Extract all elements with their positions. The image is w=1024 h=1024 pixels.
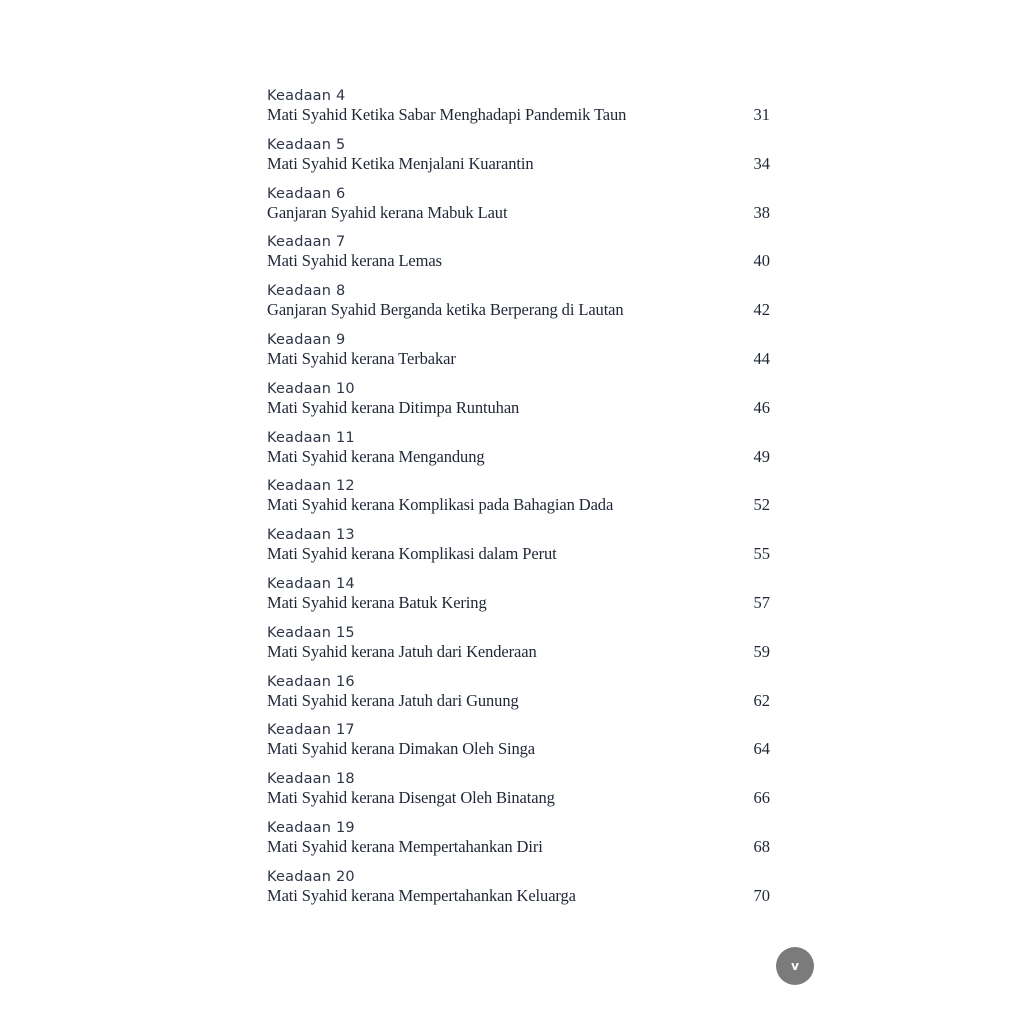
- toc-entry-label: Keadaan 5: [267, 136, 346, 153]
- toc-entry: [267, 332, 770, 381]
- toc-entry-label: Keadaan 9: [267, 331, 346, 348]
- toc-entry-title: Mati Syahid kerana Mempertahankan Keluarga: [267, 885, 576, 905]
- toc-entry-title: Mati Syahid Ketika Menjalani Kuarantin: [267, 153, 534, 173]
- toc-entry-label: Keadaan 13: [267, 527, 355, 544]
- toc-entry-label: Keadaan 18: [267, 771, 355, 788]
- toc-entry: [267, 869, 770, 918]
- toc-entry-title: Ganjaran Syahid kerana Mabuk Laut: [267, 202, 508, 222]
- toc-entry-label: Keadaan 19: [267, 819, 355, 836]
- toc-entry-page-number: 49: [753, 446, 770, 466]
- toc-entry-page-number: 46: [753, 397, 770, 417]
- toc-entry-page-number: 42: [753, 300, 770, 320]
- toc-entry-page-number: 31: [753, 105, 770, 124]
- toc-entry-label: Keadaan 12: [267, 478, 355, 495]
- table-of-contents: [267, 88, 770, 918]
- toc-entry-title: Mati Syahid kerana Ditimpa Runtuhan: [267, 397, 520, 417]
- toc-entry-label: Keadaan 10: [267, 380, 355, 397]
- toc-entry-label: Keadaan 17: [267, 722, 355, 739]
- toc-entry-title: Mati Syahid kerana Disengat Oleh Binatang: [267, 788, 555, 808]
- toc-entry-page-number: 44: [753, 348, 770, 368]
- toc-entry: [267, 576, 770, 625]
- toc-entry: [267, 430, 770, 479]
- toc-entry: [267, 186, 770, 235]
- toc-entry-title: Ganjaran Syahid Berganda ketika Berperang di Lautan: [267, 300, 624, 320]
- toc-entry-title: Mati Syahid kerana Jatuh dari Kenderaan: [267, 641, 537, 661]
- toc-entry: [267, 478, 770, 527]
- toc-entry-page-number: 57: [753, 592, 770, 612]
- toc-entry-label: Keadaan 20: [267, 868, 355, 885]
- toc-entry: [267, 625, 770, 674]
- toc-entry-page-number: 70: [753, 885, 770, 905]
- toc-entry-page-number: 40: [753, 251, 770, 271]
- toc-entry-page-number: 66: [753, 788, 770, 808]
- toc-entry-page-number: 52: [753, 495, 770, 515]
- toc-entry-label: Keadaan 8: [267, 283, 346, 300]
- toc-entry-page-number: 64: [753, 739, 770, 759]
- toc-entry: [267, 381, 770, 430]
- toc-entry-title: Mati Syahid kerana Batuk Kering: [267, 592, 487, 612]
- toc-entry: [267, 527, 770, 576]
- toc-entry-title: Mati Syahid kerana Komplikasi dalam Perut: [267, 544, 557, 564]
- toc-entry-page-number: 38: [753, 202, 770, 222]
- toc-entry-title: Mati Syahid kerana Lemas: [267, 251, 442, 271]
- toc-entry-label: Keadaan 4: [267, 88, 346, 104]
- toc-entry-page-number: 62: [753, 690, 770, 710]
- toc-entry: [267, 771, 770, 820]
- toc-entry: [267, 722, 770, 771]
- page-number-badge: v: [776, 947, 814, 985]
- toc-entry: [267, 137, 770, 186]
- toc-entry-title: Mati Syahid kerana Jatuh dari Gunung: [267, 690, 519, 710]
- toc-entry-title: Mati Syahid kerana Terbakar: [267, 348, 456, 368]
- toc-entry-title: Mati Syahid kerana Mempertahankan Diri: [267, 836, 543, 856]
- toc-entry-label: Keadaan 7: [267, 234, 346, 251]
- toc-entry: [267, 820, 770, 869]
- toc-entry-title: Mati Syahid kerana Komplikasi pada Bahagian Dada: [267, 495, 614, 515]
- toc-entry-title: Mati Syahid kerana Mengandung: [267, 446, 485, 466]
- toc-entry: [267, 88, 770, 137]
- toc-entry: [267, 234, 770, 283]
- toc-entry-label: Keadaan 15: [267, 624, 355, 641]
- toc-entry-label: Keadaan 11: [267, 429, 355, 446]
- toc-entry-page-number: 55: [753, 544, 770, 564]
- toc-entry: [267, 283, 770, 332]
- toc-entry-page-number: 59: [753, 641, 770, 661]
- toc-entry-page-number: 34: [753, 153, 770, 173]
- toc-entry-title: Mati Syahid kerana Dimakan Oleh Singa: [267, 739, 536, 759]
- toc-entry-page-number: 68: [753, 836, 770, 856]
- toc-entry: [267, 674, 770, 723]
- toc-entry-label: Keadaan 14: [267, 575, 355, 592]
- toc-entry-label: Keadaan 16: [267, 673, 355, 690]
- toc-entry-title: Mati Syahid Ketika Sabar Menghadapi Pandemik Taun: [267, 105, 627, 124]
- toc-entry-label: Keadaan 6: [267, 185, 346, 202]
